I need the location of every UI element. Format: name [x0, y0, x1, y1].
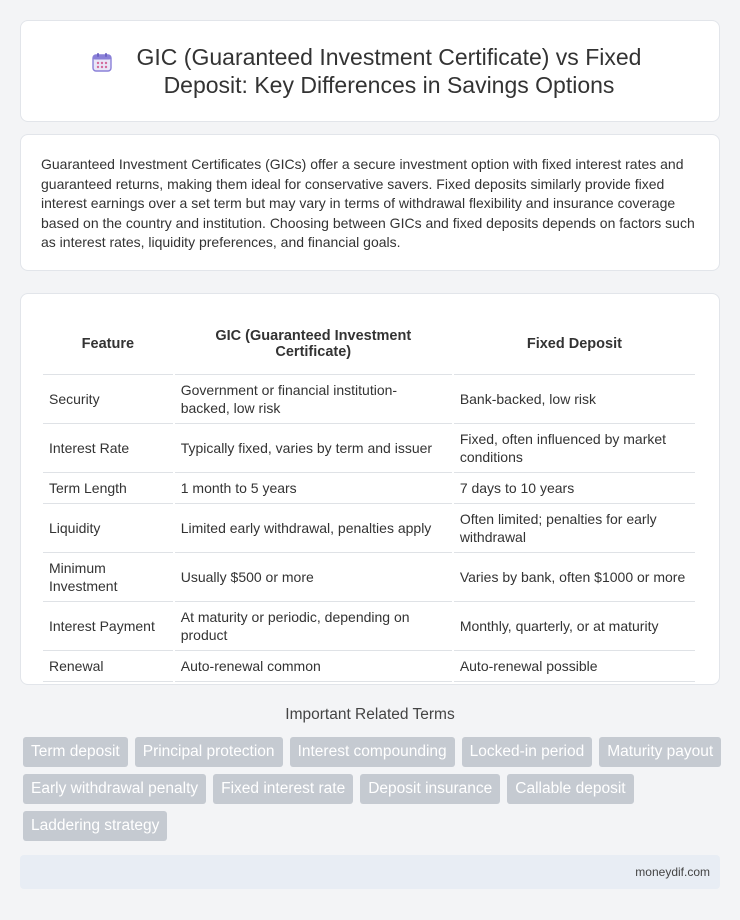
- row-feature: Liquidity: [43, 504, 173, 553]
- row-feature: Renewal: [43, 651, 173, 682]
- term-tag[interactable]: Term deposit: [23, 737, 128, 767]
- term-tag[interactable]: Deposit insurance: [360, 774, 500, 804]
- table-row: [43, 553, 695, 602]
- row-gic-value: 1 month to 5 years: [175, 473, 452, 504]
- row-feature: Interest Rate: [43, 424, 173, 473]
- term-tag[interactable]: Principal protection: [135, 737, 283, 767]
- column-header-fixed-deposit: Fixed Deposit: [454, 314, 695, 375]
- title-card: [20, 20, 720, 122]
- term-tag[interactable]: Locked-in period: [462, 737, 593, 767]
- table-row: [43, 424, 695, 473]
- row-gic-value: Usually $500 or more: [175, 553, 452, 602]
- table-row: [43, 473, 695, 504]
- row-fd-value: Varies by bank, often $1000 or more: [454, 553, 695, 602]
- row-feature: Security: [43, 375, 173, 424]
- row-gic-value: Auto-renewal common: [175, 651, 452, 682]
- term-tag[interactable]: Maturity payout: [599, 737, 721, 767]
- related-terms-heading: Important Related Terms: [285, 706, 455, 723]
- row-feature: Minimum Investment: [43, 553, 173, 602]
- row-fd-value: Auto-renewal possible: [454, 651, 695, 682]
- row-fd-value: Fixed, often influenced by market conditions: [454, 424, 695, 473]
- table-row: [43, 651, 695, 682]
- row-gic-value: Limited early withdrawal, penalties apply: [175, 504, 452, 553]
- footer: [20, 855, 720, 889]
- column-header-gic: GIC (Guaranteed Investment Certificate): [175, 314, 452, 375]
- term-tag[interactable]: Callable deposit: [507, 774, 633, 804]
- table-row: [43, 602, 695, 651]
- comparison-table-card: [20, 293, 720, 685]
- row-gic-value: At maturity or periodic, depending on product: [175, 602, 452, 651]
- column-header-feature: Feature: [43, 314, 173, 375]
- page-title: GIC (Guaranteed Investment Certificate) vs Fixed Deposit: Key Differences in Savings Options: [136, 44, 642, 98]
- row-fd-value: Often limited; penalties for early withdrawal: [454, 504, 695, 553]
- calendar-icon: [91, 51, 113, 73]
- table-header-row: [43, 314, 695, 375]
- comparison-table: [41, 314, 697, 682]
- row-gic-value: Typically fixed, varies by term and issuer: [175, 424, 452, 473]
- term-tag[interactable]: Interest compounding: [290, 737, 455, 767]
- row-feature: Interest Payment: [43, 602, 173, 651]
- term-tag[interactable]: Fixed interest rate: [213, 774, 353, 804]
- row-gic-value: Government or financial institution-backed, low risk: [175, 375, 452, 424]
- table-row: [43, 504, 695, 553]
- term-tag[interactable]: Laddering strategy: [23, 811, 167, 841]
- related-terms-list: [23, 737, 723, 841]
- row-fd-value: Bank-backed, low risk: [454, 375, 695, 424]
- intro-paragraph: Guaranteed Investment Certificates (GICs) offer a secure investment option with fixed interest rates and guaranteed returns, making them ideal for conservative savers. Fixed deposits similarly provide fixed interest earnings over a set term but may vary in terms of withdrawal flexibility and insurance coverage based on the country and institution. Choosing between GICs and fixed deposits depends on factors such as interest rates, liquidity preferences, and financial goals.: [41, 156, 695, 251]
- intro-card: [20, 134, 720, 271]
- footer-source[interactable]: moneydif.com: [635, 865, 710, 879]
- table-row: [43, 375, 695, 424]
- row-fd-value: 7 days to 10 years: [454, 473, 695, 504]
- row-feature: Term Length: [43, 473, 173, 504]
- term-tag[interactable]: Early withdrawal penalty: [23, 774, 206, 804]
- row-fd-value: Monthly, quarterly, or at maturity: [454, 602, 695, 651]
